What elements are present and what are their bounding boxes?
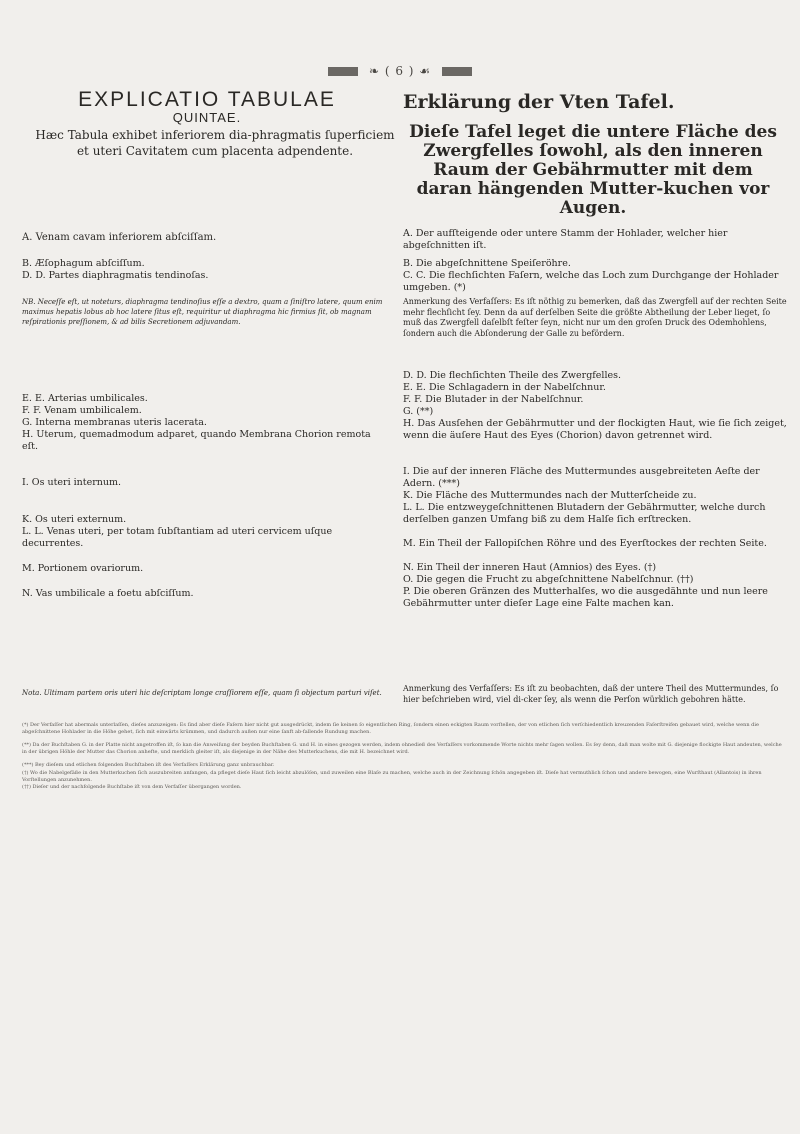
flourish-icon: ☙ bbox=[419, 64, 432, 78]
latin-item-ff: F. F. Venam umbilicalem. bbox=[22, 405, 142, 416]
latin-title-main: EXPLICATIO TABULAE bbox=[78, 88, 336, 111]
latin-title bbox=[22, 88, 392, 125]
german-item-i: I. Die auf der inneren Fläche des Muttermundes ausgebreiteten Aeſte der Adern. (***) bbox=[403, 466, 760, 489]
page-header bbox=[0, 64, 800, 78]
german-item-a: A. Der aufſteigende oder untere Stamm der Hohlader, welcher hier abgeſchnitten iſt. bbox=[403, 228, 728, 251]
german-item-b: B. Die abgeſchnittene Speiſeröhre. bbox=[403, 258, 571, 269]
latin-item-a: A. Venam cavam inferiorem abſciſſam. bbox=[22, 232, 217, 243]
latin-item-g: G. Interna membranas uteris lacerata. bbox=[22, 417, 207, 428]
latin-nota: Nota. Ultimam partem oris uteri hic deſcriptam longe craſſiorem eſſe, quam ſi objectum parturi viſet. bbox=[22, 689, 382, 697]
latin-item-ee: E. E. Arterias umbilicales. bbox=[22, 393, 148, 404]
latin-item-n: N. Vas umbilicale a foetu abſciſſum. bbox=[22, 588, 194, 599]
german-intro: Dieſe Tafel leget die untere Fläche des Zwergfelles ſowohl, als den inneren Raum der Gebährmutter mit dem daran hängenden Mutter-kuchen vor Augen. bbox=[409, 122, 777, 218]
latin-item-ll: L. L. Venas uteri, per totam ſubſtantiam ad uteri cervicem uſque decurrentes. bbox=[22, 526, 333, 549]
german-item-dd: D. D. Die flechſichten Theile des Zwergfelles. bbox=[403, 370, 622, 381]
footnote-4: (†) Wo die Nabelgefäße in den Mutterkuchen ſich auszubreiten anfangen, da pfleget dieſe Haut ſich leicht abzulöſen, und zuweilen eine Blaſe zu machen, welche auch in der Zeichnung ſchön angegeben iſt. Dieſe hat vermuthlich ſchon und andere bewogen, eine Wurſthaut (Allantois) in ihren Vorſtellungen anzunehmen. bbox=[22, 770, 762, 783]
german-item-ll: L. L. Die entzweygeſchnittenen Blutadern der Gebährmutter, welche durch derſelben ganzen Umfang biß zu dem Halſe ſich erſtrecken. bbox=[403, 502, 766, 525]
footnote-2: (**) Da der Buchſtaben G. in der Platte nicht angetroffen iſt, ſo kan die Anweiſung der beyden Buchſtaben G. und H. in eines gezogen werden, indem ohnedieß des Verfaſſers vorkommende Worte nichts mehr ſagen wollen. Es ſey denn, daß man wolte mit G. diejenige flockigte Haut andeuten, welche in der übrigen Höhle der Mutter das Chorion anhefte, und merklich gleiter iſt, als diejenige in der Nähe des Mutterkuchens, die mit H. bezeichnet wird. bbox=[22, 742, 782, 755]
page-number: ( 6 ) bbox=[384, 64, 415, 78]
german-item-o: O. Die gegen die Frucht zu abgeſchnittene Nabelſchnur. (††) bbox=[403, 574, 694, 585]
german-item-ff: F. F. Die Blutader in der Nabelſchnur. bbox=[403, 394, 584, 405]
german-item-h: H. Das Ausſehen der Gebährmutter und der flockigten Haut, wie ſie ſich zeiget, wenn die äuſere Haut des Eyes (Chorion) davon getrennet wird. bbox=[403, 418, 787, 441]
footnote-1: (*) Der Verfaſſer hat abermals unterlaſſen, dieſes anzuzeigen: Es ſind aber dieſe Faſern hier nicht gut ausgedrückt, indem ſie keinen ſo eigentlichen Ring, ſondern einen eckigten Raum vorſtellen, der von etlichen ſich verſchiedentlich kreuzenden Faſerſtreifen gebauet wird, welche wenn die abgeſchnittene Hohlader in die Höhe gehet, ſich mit einwärts krümmen, und dadurch außen nur eine ſanft ab-fallende Rundung machen. bbox=[22, 722, 759, 735]
german-item-p: P. Die oberen Gränzen des Mutterhalſes, wo die ausgedähnte und nun leere Gebährmutter unter dieſer Lage eine Falte machen kan. bbox=[403, 586, 768, 609]
latin-item-i: I. Os uteri internum. bbox=[22, 477, 122, 488]
ornament-left bbox=[328, 67, 358, 76]
german-item-g: G. (**) bbox=[403, 406, 434, 417]
german-anmerkung-1: Anmerkung des Verfaſſers: Es iſt nöthig zu bemerken, daß das Zwergfell auf der rechten Seite mehr flechſicht ſey. Denn da auf derſelben Seite die größte Abtheilung der Leber lieget, ſo muß das Zwergfell daſelbſt feſter ſeyn, nicht nur um den groſen Druck des Odemhohlens, ſondern auch die Abſonderung der Galle zu befördern. bbox=[403, 297, 787, 338]
latin-item-dd: D. D. Partes diaphragmatis tendinoſas. bbox=[22, 270, 209, 281]
footnote-3: (***) Bey dieſem und etlichen folgenden Buchſtaben iſt des Verfaſſers Erklärung ganz unbrauchbar. bbox=[22, 762, 275, 768]
latin-item-k: K. Os uteri externum. bbox=[22, 514, 127, 525]
latin-item-h: H. Uterum, quemadmodum adparet, quando Membrana Chorion remota eſt. bbox=[22, 429, 371, 452]
footnote-5: (††) Dieſer und der nachfolgende Buchſtabe iſt von dem Verfaſſer übergangen worden. bbox=[22, 784, 242, 790]
latin-item-b: B. Æſophagum abſciſſum. bbox=[22, 258, 145, 269]
latin-item-m: M. Portionem ovariorum. bbox=[22, 563, 144, 574]
german-item-cc: C. C. Die flechſichten Faſern, welche das Loch zum Durchgange der Hohlader umgeben. (*) bbox=[403, 270, 779, 293]
latin-intro: Hæc Tabula exhibet inferiorem dia-phragmatis ſuperficiem et uteri Cavitatem cum placenta adpendente. bbox=[35, 128, 395, 158]
german-item-m: M. Ein Theil der Fallopiſchen Röhre und des Eyerſtockes der rechten Seite. bbox=[403, 538, 767, 549]
flourish-icon: ❧ bbox=[368, 64, 380, 78]
german-anmerkung-2: Anmerkung des Verfaſſers: Es iſt zu beobachten, daß der untere Theil des Muttermundes, ſo hier beſchrieben wird, viel di-cker ſey, als wenn die Perſon würklich gebohren hätte. bbox=[403, 684, 779, 704]
latin-subtitle: QUINTAE. bbox=[172, 110, 242, 125]
german-item-n: N. Ein Theil der inneren Haut (Amnios) des Eyes. (†) bbox=[403, 562, 657, 573]
ornament-right bbox=[442, 67, 472, 76]
german-item-ee: E. E. Die Schlagadern in der Nabelſchnur. bbox=[403, 382, 606, 393]
german-item-k: K. Die Fläche des Muttermundes nach der Mutterſcheide zu. bbox=[403, 490, 697, 501]
latin-note: NB. Neceſſe eſt, ut noteturs, diaphragma tendinoſius eſſe a dextro, quam a ſiniſtro latere, quum enim maximus hepatis lobus ab hoc latere ſitus eſt, requiritur ut diaphragma hic firmius ſit, ob magnam reſpirationis preſſionem, & ad bilis Secretionem adjuvandam. bbox=[22, 298, 383, 326]
german-title: Erklärung der Vten Tafel. bbox=[403, 91, 675, 113]
